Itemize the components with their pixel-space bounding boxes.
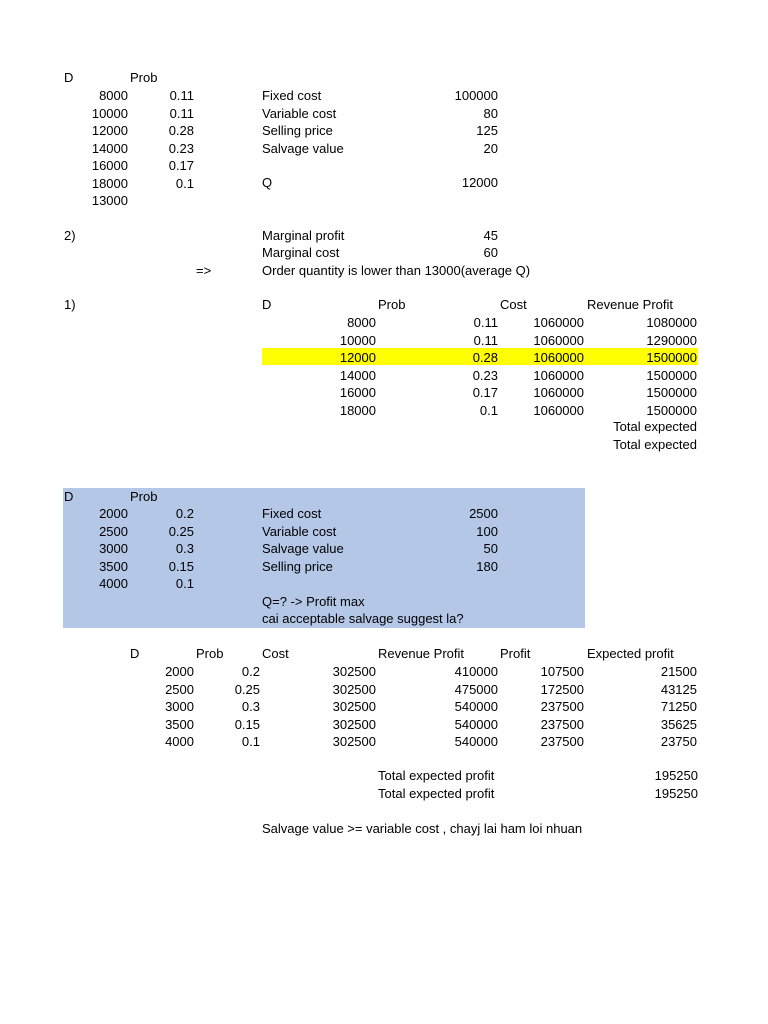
s2-d-header: D xyxy=(64,489,74,504)
s2-table-d: 4000 xyxy=(165,734,194,749)
s2-param-value: 50 xyxy=(483,541,498,556)
question-2: cai acceptable salvage suggest la? xyxy=(262,611,464,626)
s2-demand-value: 2500 xyxy=(99,523,128,539)
section-1-label: 1) xyxy=(64,297,76,312)
s2-table-revenue: 540000 xyxy=(454,699,498,714)
s2-table-revenue: 475000 xyxy=(454,681,498,697)
s2-table-d: 3500 xyxy=(165,716,194,732)
s2-demand-value: 3500 xyxy=(99,558,128,574)
s1-param-label: Salvage value xyxy=(262,140,344,156)
s1-table-cost: 1060000 xyxy=(533,402,584,418)
s1-table-revenue: 1500000 xyxy=(646,402,697,418)
s2-table-prob: 0.1 xyxy=(241,734,260,749)
s1-q-value: 12000 xyxy=(461,175,498,190)
s2-table-d-header: D xyxy=(130,646,140,661)
s2-table-prob: 0.15 xyxy=(234,716,260,732)
s2-table-d: 2500 xyxy=(165,681,194,697)
s1-table-d: 14000 xyxy=(339,367,376,383)
s2-table-cost-header: Cost xyxy=(262,646,289,661)
s2-table-expected: 23750 xyxy=(660,734,697,749)
s2-param-label: Selling price xyxy=(262,558,333,574)
s2-prob-value: 0.1 xyxy=(175,576,194,591)
s2-table-expected: 35625 xyxy=(660,716,697,732)
s2-prob-value: 0.3 xyxy=(175,541,194,556)
s1-demand-value: 10000 xyxy=(91,105,128,121)
s1-table-cost: 1060000 xyxy=(533,367,584,383)
s1-prob-value: 0.11 xyxy=(169,88,194,103)
s2-table-cost: 302500 xyxy=(332,734,376,749)
s2-table-cost: 302500 xyxy=(332,716,376,732)
s1-table-d: 12000 xyxy=(339,350,376,365)
s2-table-cost: 302500 xyxy=(332,664,376,679)
s1-total-expected-2: Total expected xyxy=(613,437,697,452)
s1-average-demand: 13000 xyxy=(91,193,128,208)
s2-param-label: Salvage value xyxy=(262,541,344,556)
s1-demand-value: 16000 xyxy=(91,158,128,173)
s1-table-cost: 1060000 xyxy=(533,332,584,348)
s1-d-header: D xyxy=(64,70,74,85)
s2-demand-value: 2000 xyxy=(99,506,128,521)
s2-table-profit: 237500 xyxy=(540,734,584,749)
s2-table-revenue: 410000 xyxy=(454,664,498,679)
s2-param-label: Variable cost xyxy=(262,523,337,539)
marginal-cost-value: 60 xyxy=(483,245,498,260)
s2-prob-header: Prob xyxy=(130,489,158,504)
s2-param-value: 180 xyxy=(476,558,498,574)
s2-table-revenue: 540000 xyxy=(454,734,498,749)
s1-prob-value: 0.23 xyxy=(168,140,194,156)
s2-param-value: 2500 xyxy=(469,506,498,521)
s2-table-prob: 0.2 xyxy=(241,664,260,679)
s1-param-label: Fixed cost xyxy=(262,88,322,103)
s2-prob-value: 0.2 xyxy=(175,506,194,521)
s1-table-revenue-header: Revenue Profit xyxy=(587,297,673,312)
s1-table-d-header: D xyxy=(262,297,272,312)
s2-table-expected: 21500 xyxy=(660,664,697,679)
marginal-profit-value: 45 xyxy=(483,228,498,243)
s2-table-prob-header: Prob xyxy=(196,646,224,661)
s2-table-expected-header: Expected profit xyxy=(587,646,674,661)
s1-table-revenue: 1500000 xyxy=(646,367,697,383)
s2-table-profit: 107500 xyxy=(540,664,584,679)
s1-prob-header: Prob xyxy=(130,70,158,85)
s2-table-prob: 0.3 xyxy=(241,699,260,714)
s1-table-prob: 0.17 xyxy=(472,385,498,400)
s1-table-prob: 0.23 xyxy=(472,367,498,383)
marginal-cost-label: Marginal cost xyxy=(262,245,340,260)
question-1: Q=? -> Profit max xyxy=(262,594,365,609)
s1-prob-value: 0.1 xyxy=(175,175,194,191)
s1-table-revenue: 1500000 xyxy=(646,385,697,400)
conclusion-text: Order quantity is lower than 13000(average Q) xyxy=(262,263,531,278)
s1-demand-value: 18000 xyxy=(91,175,128,191)
s2-table-d: 2000 xyxy=(165,664,194,679)
s2-table-revenue-header: Revenue Profit xyxy=(378,646,464,661)
s1-table-d: 8000 xyxy=(347,315,376,330)
s2-total-label-1: Total expected profit xyxy=(378,768,495,783)
s1-table-prob: 0.11 xyxy=(473,315,498,330)
s1-table-d: 10000 xyxy=(339,332,376,348)
s1-prob-value: 0.11 xyxy=(169,105,194,121)
s2-table-revenue: 540000 xyxy=(454,716,498,732)
s2-prob-value: 0.25 xyxy=(168,523,194,539)
s2-table-profit: 237500 xyxy=(540,716,584,732)
s1-demand-value: 8000 xyxy=(99,88,128,103)
s2-table-cost: 302500 xyxy=(332,699,376,714)
s2-table-expected: 43125 xyxy=(660,681,697,697)
s1-table-revenue: 1500000 xyxy=(646,350,697,365)
s1-param-value: 125 xyxy=(476,123,498,138)
s1-table-d: 16000 xyxy=(339,385,376,400)
s2-table-prob: 0.25 xyxy=(234,681,260,697)
s2-table-expected: 71250 xyxy=(660,699,697,714)
s1-table-prob: 0.11 xyxy=(473,332,498,348)
s2-total-value-1: 195250 xyxy=(654,768,698,783)
s1-demand-value: 12000 xyxy=(91,123,128,138)
s2-demand-value: 4000 xyxy=(99,576,128,591)
s2-param-label: Fixed cost xyxy=(262,506,322,521)
s1-table-cost: 1060000 xyxy=(533,315,584,330)
s1-param-value: 100000 xyxy=(454,88,498,103)
s1-q-label: Q xyxy=(262,175,273,190)
s2-total-label-2: Total expected profit xyxy=(378,786,495,801)
s1-prob-value: 0.28 xyxy=(168,123,194,138)
s1-table-prob: 0.1 xyxy=(479,402,498,418)
section-2-label: 2) xyxy=(64,228,76,243)
s1-table-revenue: 1080000 xyxy=(646,315,697,330)
s1-table-cost-header: Cost xyxy=(500,297,527,312)
s2-prob-value: 0.15 xyxy=(168,558,194,574)
s1-table-prob-header: Prob xyxy=(378,297,406,312)
s1-demand-value: 14000 xyxy=(91,140,128,156)
s2-param-value: 100 xyxy=(476,523,498,539)
s1-table-cost: 1060000 xyxy=(533,350,584,365)
salvage-note: Salvage value >= variable cost , chayj lai ham loi nhuan xyxy=(262,821,583,836)
s2-table-profit: 172500 xyxy=(540,681,584,697)
s1-table-revenue: 1290000 xyxy=(646,332,697,348)
s1-param-label: Variable cost xyxy=(262,105,337,121)
s1-param-value: 20 xyxy=(483,140,498,156)
s1-param-label: Selling price xyxy=(262,123,333,138)
s2-demand-value: 3000 xyxy=(99,541,128,556)
s2-total-value-2: 195250 xyxy=(654,786,698,801)
s1-table-cost: 1060000 xyxy=(533,385,584,400)
s1-table-d: 18000 xyxy=(339,402,376,418)
s1-prob-value: 0.17 xyxy=(168,158,194,173)
marginal-profit-label: Marginal profit xyxy=(262,228,345,243)
s2-table-profit-header: Profit xyxy=(500,646,531,661)
s2-table-profit: 237500 xyxy=(540,699,584,714)
s1-total-expected-1: Total expected xyxy=(613,419,697,434)
s1-param-value: 80 xyxy=(483,105,498,121)
s1-table-prob: 0.28 xyxy=(472,350,498,365)
arrow-text: => xyxy=(196,263,212,278)
s2-table-cost: 302500 xyxy=(332,681,376,697)
s2-table-d: 3000 xyxy=(165,699,194,714)
